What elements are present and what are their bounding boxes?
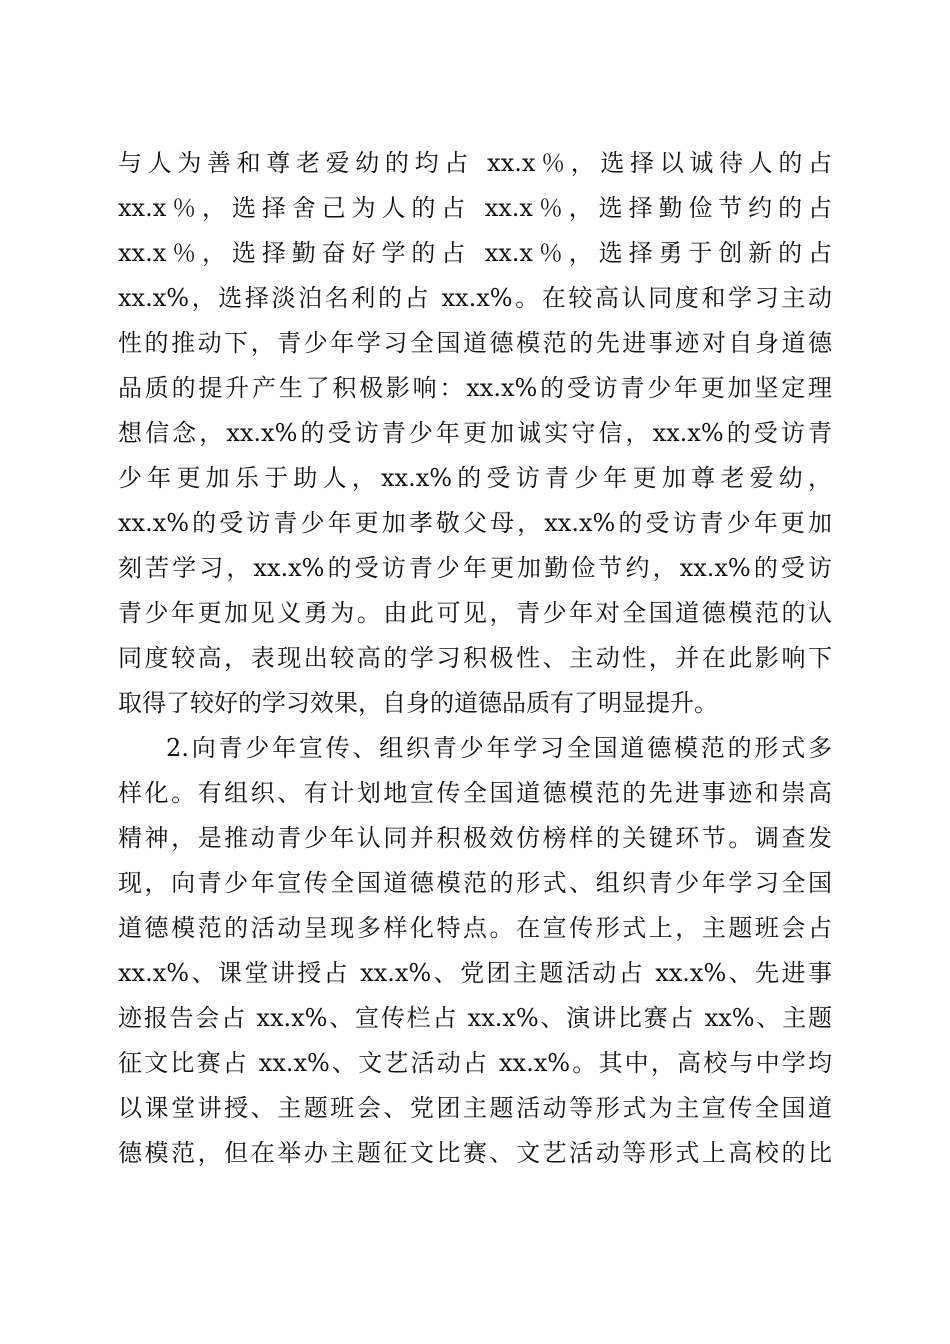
- paragraph-2-line-9: 以课堂讲授、主题班会、党团主题活动等形式为主宣传全国道: [118, 1094, 832, 1122]
- paragraph-1-line-4: xx.x%，选择淡泊名利的占 xx.x%。在较高认同度和学习主动: [118, 284, 832, 312]
- paragraph-2-line-6: xx.x%、课堂讲授占 xx.x%、党团主题活动占 xx.x%、先进事: [118, 959, 832, 987]
- paragraph-1-line-13: 取得了较好的学习效果，自身的道德品质有了明显提升。: [118, 689, 718, 717]
- paragraph-2-line-3: 精神，是推动青少年认同并积极效仿榜样的关键环节。调查发: [118, 824, 832, 852]
- paragraph-2-line-4: 现，向青少年宣传全国道德模范的形式、组织青少年学习全国: [118, 869, 832, 897]
- paragraph-1-line-5: 性的推动下，青少年学习全国道德模范的先进事迹对自身道德: [118, 329, 832, 357]
- paragraph-1-line-2: xx.x％，选择舍己为人的占 xx.x％，选择勤俭节约的占: [118, 194, 832, 222]
- paragraph-2-line-8: 征文比赛占 xx.x%、文艺活动占 xx.x%。其中，高校与中学均: [118, 1049, 832, 1077]
- paragraph-1-line-8: 少年更加乐于助人，xx.x%的受访青少年更加尊老爱幼，: [118, 464, 832, 492]
- paragraph-1-line-9: xx.x%的受访青少年更加孝敬父母，xx.x%的受访青少年更加: [118, 509, 832, 537]
- paragraph-1-line-6: 品质的提升产生了积极影响：xx.x%的受访青少年更加坚定理: [118, 374, 832, 402]
- paragraph-2-line-10: 德模范，但在举办主题征文比赛、文艺活动等形式上高校的比: [118, 1139, 832, 1167]
- paragraph-2-line-2: 样化。有组织、有计划地宣传全国道德模范的先进事迹和崇高: [118, 779, 832, 807]
- paragraph-1-line-3: xx.x％，选择勤奋好学的占 xx.x％，选择勇于创新的占: [118, 239, 832, 267]
- paragraph-2-line-1: 2.向青少年宣传、组织青少年学习全国道德模范的形式多: [166, 734, 832, 762]
- paragraph-1-line-1: 与人为善和尊老爱幼的均占 xx.x％，选择以诚待人的占: [118, 149, 832, 177]
- paragraph-2-line-7: 迹报告会占 xx.x%、宣传栏占 xx.x%、演讲比赛占 xx%、主题: [118, 1004, 832, 1032]
- paragraph-1-line-12: 同度较高，表现出较高的学习积极性、主动性，并在此影响下: [118, 644, 832, 672]
- paragraph-2-line-5: 道德模范的活动呈现多样化特点。在宣传形式上，主题班会占: [118, 914, 832, 942]
- paragraph-1-line-11: 青少年更加见义勇为。由此可见，青少年对全国道德模范的认: [118, 599, 832, 627]
- paragraph-1-line-7: 想信念，xx.x%的受访青少年更加诚实守信，xx.x%的受访青: [118, 419, 832, 447]
- paragraph-1-line-10: 刻苦学习，xx.x%的受访青少年更加勤俭节约，xx.x%的受访: [118, 554, 832, 582]
